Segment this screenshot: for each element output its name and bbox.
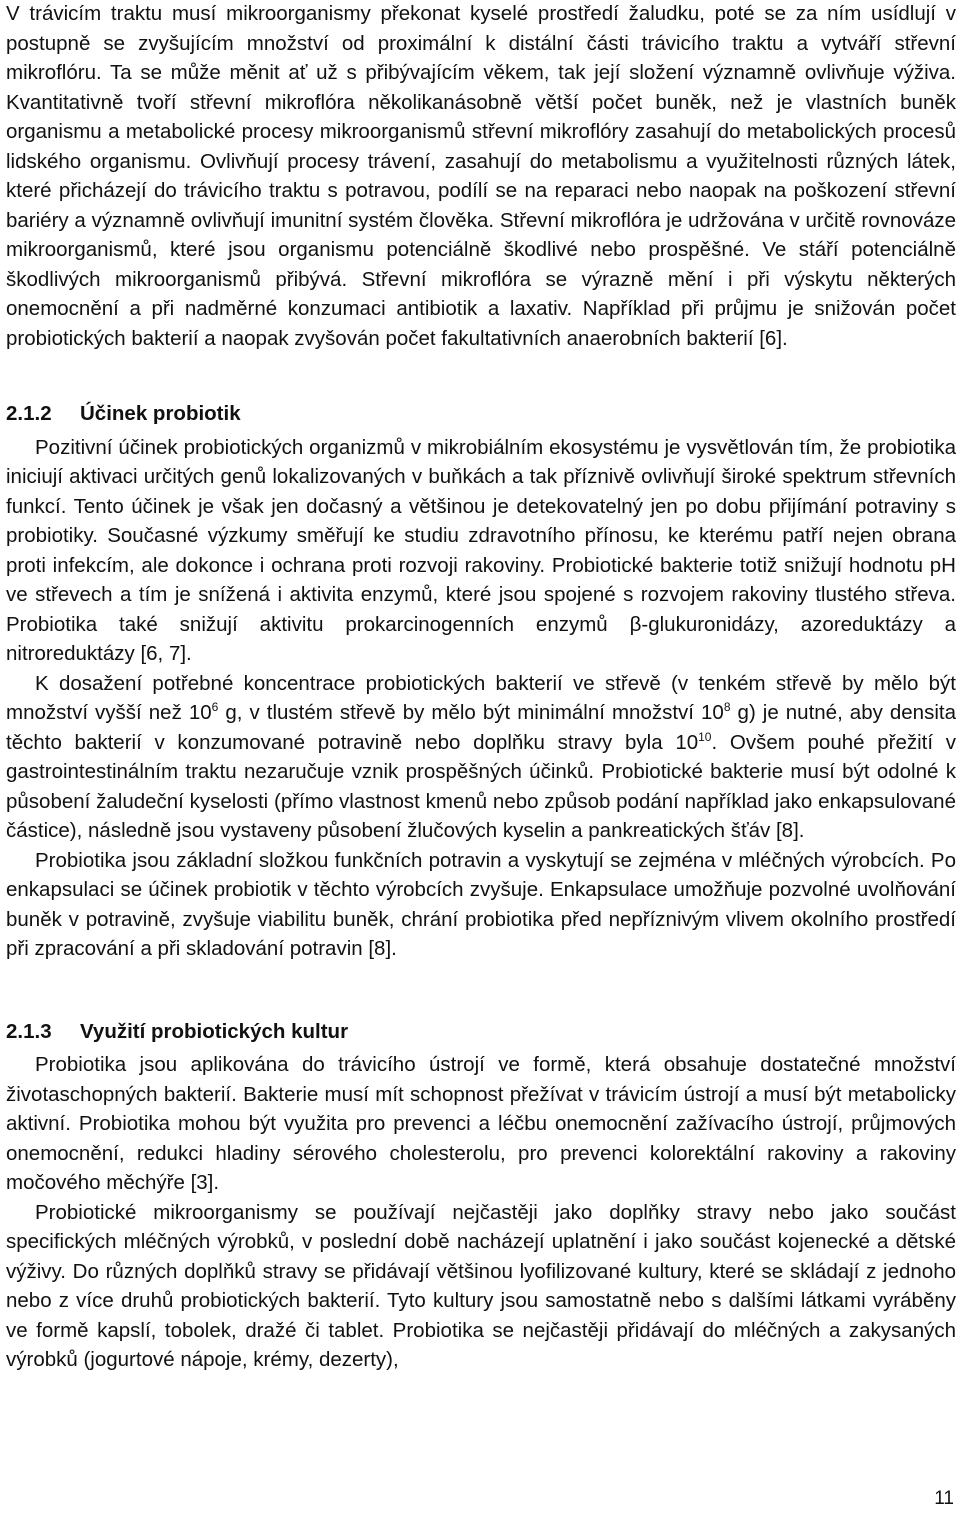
document-page	[6, 0, 956, 1375]
text-segment: g, v tlustém střevě by mělo být minimální množství 10	[218, 701, 724, 724]
section-number: 2.1.3	[6, 1019, 52, 1043]
section-heading-2-1-3	[6, 1017, 956, 1047]
text-segment: . Ovšem pouhé přežití v gastrointestinálním traktu nezaručuje vznik prospěšných účinků. Probiotické bakterie musí být odolné k působení žaludeční kyselosti (přímo vlastnost kmenů nebo způsob podání například jako enkapsulované částice), následně jsou vystaveny působení žlučových kyselin a pankreatických šťáv [8].	[6, 730, 956, 842]
section-heading-2-1-2	[6, 399, 956, 429]
text-segment: K dosažení potřebné koncentrace probiotických bakterií ve střevě (v tenkém střevě by mělo být množství vyšší než 10	[6, 671, 956, 724]
section-title: Využití probiotických kultur	[80, 1019, 349, 1043]
exponent: 8	[723, 700, 731, 714]
paragraph-usage: Probiotické mikroorganismy se používají nejčastěji jako doplňky stravy nebo jako součást specifických mléčných výrobků, v poslední době nacházejí uplatnění i jako součást kojenecké a dětské výživy. Do různých doplňků stravy se přidávají většinou lyofilizované kultury, které se skládají z jednoho nebo z více druhů probiotických bakterií. Tyto kultury jsou samostatně nebo s dalšími látkami vyráběny ve formě kapslí, tobolek, dražé či tablet. Probiotika se nejčastěji přidávají do mléčných a zakysaných výrobků (jogurtové nápoje, krémy, dezerty),	[6, 1200, 956, 1371]
paragraph-application: Probiotika jsou aplikována do trávicího ústrojí ve formě, která obsahuje dostatečné množství životaschopných bakterií. Bakterie musí mít schopnost přežívat v trávicím ústrojí a musí být metabolicky aktivní. Probiotika mohou být využita pro prevenci a léčbu onemocnění zažívacího ústrojí, průjmových onemocnění, redukci hladiny sérového cholesterolu, pro prevenci kolorektální rakoviny a rakoviny močového měchýře [3].	[6, 1053, 956, 1194]
text-segment: g) je nutné, aby densita těchto bakterií v konzumované potravině nebo doplňku stravy byla 10	[6, 701, 956, 754]
section-title: Účinek probiotik	[80, 402, 241, 425]
paragraph-probiotic-effect: Pozitivní účinek probiotických organizmů v mikrobiálním ekosystému je vysvětlován tím, že probiotika iniciují aktivaci určitých genů lokalizovaných v buňkách a tak příznivě ovlivňují široké spektrum střevních funkcí. Tento účinek je však jen dočasný a většinou je detekovatelný jen po dobu přijímání potraviny s probiotiky. Současné výzkumy směřují ke studiu zdravotního přínosu, ke kterému patří nejen obrana proti infekcím, ale dokonce i ochrana proti rozvoji rakoviny. Probiotické bakterie totiž snižují hodnotu pH ve střevech a tím je snížená i aktivita enzymů, které jsou spojené s rozvojem rakoviny tlustého střeva. Probiotika také snižují aktivitu prokarcinogenních enzymů β-glukuronidázy, azoreduktázy a nitroreduktázy [6, 7].	[6, 435, 956, 665]
paragraph-functional-foods: Probiotika jsou základní složkou funkčních potravin a vyskytují se zejména v mléčných výrobcích. Po enkapsulaci se účinek probiotik v těchto výrobcích zvyšuje. Enkapsulace umožňuje pozvolné uvolňování buněk v potravině, zvyšuje viabilitu buněk, chrání probiotika před nepříznivým vlivem okolního prostředí při zpracování a při skladování potravin [8].	[6, 848, 956, 960]
paragraph-concentration	[6, 669, 956, 846]
page-number: 11	[934, 1488, 954, 1509]
intro-paragraph: V trávicím traktu musí mikroorganismy překonat kyselé prostředí žaludku, poté se za ním usídlují v postupně se zvyšujícím množství od proximální k distální části trávicího traktu a vytváří střevní mikroflóru. Ta se může měnit ať už s přibývajícím věkem, tak její složení významně ovlivňuje výživa. Kvantitativně tvoří střevní mikroflóra několikanásobně větší počet buněk, než je vlastních buněk organismu a metabolické procesy mikroorganismů střevní mikroflóry zasahují do metabolických procesů lidského organismu. Ovlivňují procesy trávení, zasahují do metabolismu a využitelnosti různých látek, které přicházejí do trávicího traktu s potravou, podílí se na reparaci nebo naopak na poškození střevní bariéry a významně ovlivňují imunitní systém člověka. Střevní mikroflóra je udržována v určitě rovnováze mikroorganismů, které jsou organismu potenciálně škodlivé nebo prospěšné. Ve stáří potenciálně škodlivých mikroorganismů přibývá. Střevní mikroflóra se výrazně mění i při výskytu některých onemocnění a při nadměrné konzumaci antibiotik a laxativ. Například při průjmu je snižován počet probiotických bakterií a naopak zvyšován počet fakultativních anaerobních bakterií [6].	[6, 2, 956, 350]
section-number: 2.1.2	[6, 402, 52, 425]
exponent: 10	[698, 729, 712, 744]
exponent: 6	[211, 700, 219, 714]
